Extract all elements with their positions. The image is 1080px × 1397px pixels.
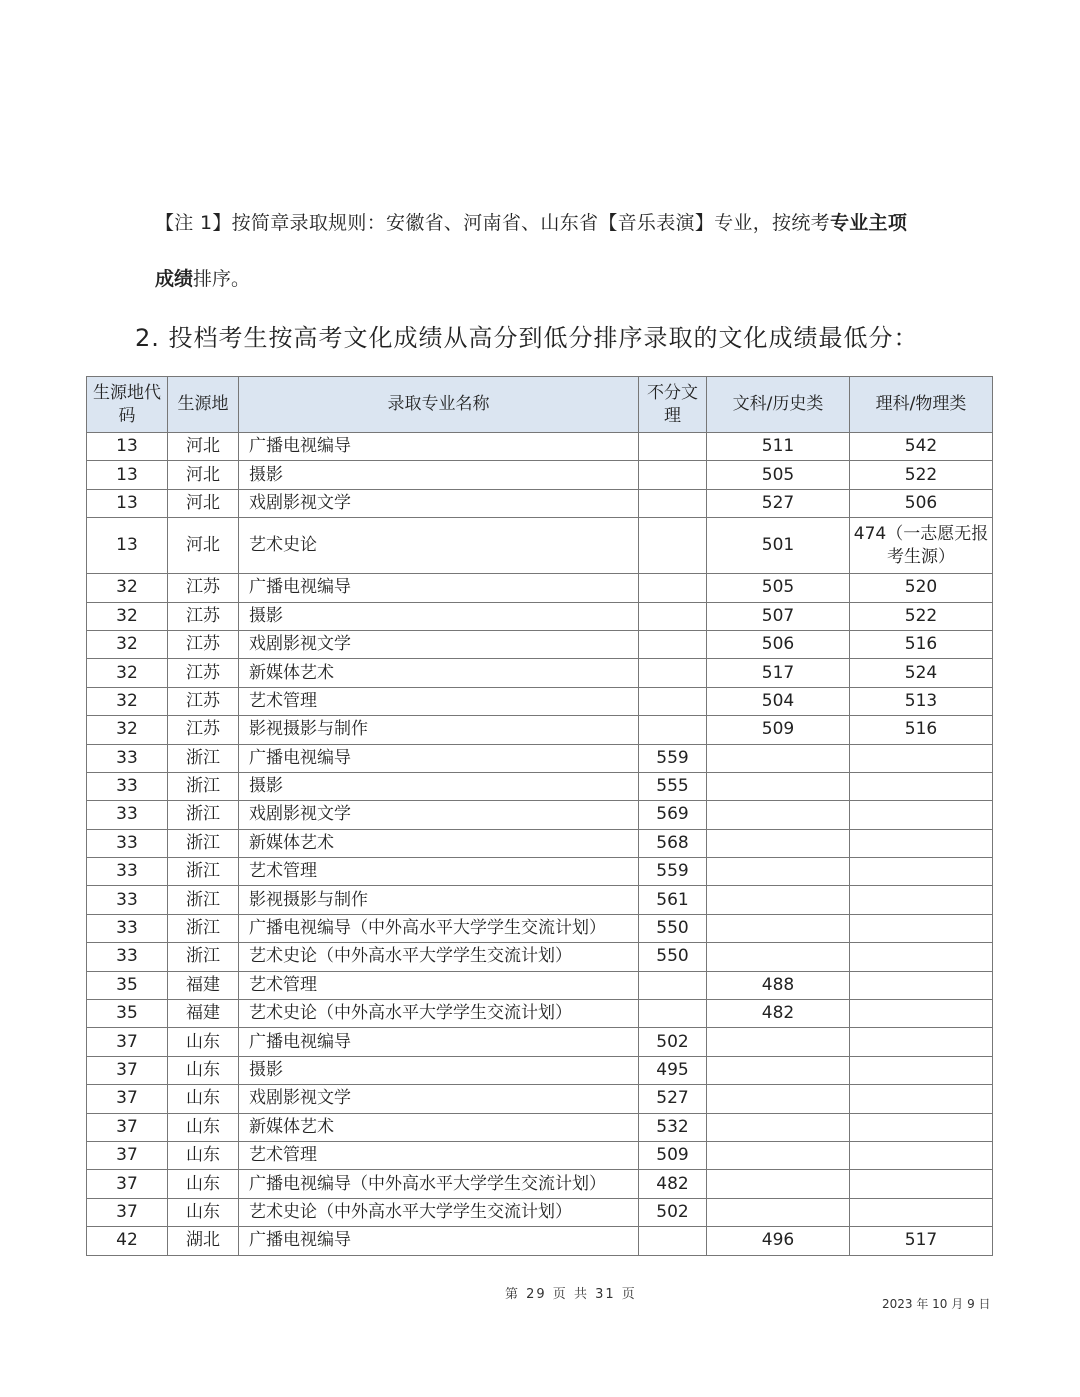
cell-code: 33 (87, 886, 168, 914)
cell-liberal-arts: 488 (707, 971, 850, 999)
cell-science (850, 772, 993, 800)
cell-province: 河北 (168, 518, 239, 574)
cell-major: 艺术史论 (239, 518, 639, 574)
cell-science (850, 1085, 993, 1113)
cell-code: 32 (87, 602, 168, 630)
cell-province: 河北 (168, 489, 239, 517)
cell-code: 33 (87, 829, 168, 857)
cell-liberal-arts (707, 772, 850, 800)
cell-code: 33 (87, 801, 168, 829)
cell-liberal-arts (707, 829, 850, 857)
cell-code: 35 (87, 1000, 168, 1028)
cell-major: 广播电视编导 (239, 1028, 639, 1056)
cell-province: 山东 (168, 1056, 239, 1084)
cell-major: 艺术史论（中外高水平大学学生交流计划） (239, 1000, 639, 1028)
cell-major: 广播电视编导（中外高水平大学学生交流计划） (239, 1170, 639, 1198)
cell-science: 542 (850, 433, 993, 461)
cell-liberal-arts (707, 1028, 850, 1056)
cell-code: 42 (87, 1227, 168, 1255)
section-heading: 2. 投档考生按高考文化成绩从高分到低分排序录取的文化成绩最低分： (135, 324, 919, 352)
cell-code: 37 (87, 1056, 168, 1084)
note-bold: 专业主项 (829, 212, 908, 234)
cell-science (850, 829, 993, 857)
cell-code: 37 (87, 1141, 168, 1169)
cell-province: 浙江 (168, 858, 239, 886)
table-row (87, 772, 993, 800)
cell-undivided (639, 489, 707, 517)
cell-major: 艺术管理 (239, 971, 639, 999)
cell-liberal-arts: 507 (707, 602, 850, 630)
cell-science: 517 (850, 1227, 993, 1255)
cell-code: 32 (87, 659, 168, 687)
note-line-2 (155, 264, 250, 291)
cell-code: 13 (87, 518, 168, 574)
cell-province: 浙江 (168, 744, 239, 772)
header-undivided: 不分文理 (639, 377, 707, 433)
cell-liberal-arts: 505 (707, 574, 850, 602)
cell-code: 33 (87, 744, 168, 772)
cell-code: 33 (87, 914, 168, 942)
table-row (87, 744, 993, 772)
cell-province: 山东 (168, 1085, 239, 1113)
cell-undivided (639, 687, 707, 715)
cell-liberal-arts (707, 1198, 850, 1226)
cell-major: 戏剧影视文学 (239, 1085, 639, 1113)
cell-code: 33 (87, 943, 168, 971)
score-table (86, 376, 993, 1256)
table-row (87, 518, 993, 574)
cell-undivided: 550 (639, 943, 707, 971)
cell-code: 33 (87, 772, 168, 800)
cell-major: 新媒体艺术 (239, 1113, 639, 1141)
cell-science: 516 (850, 716, 993, 744)
cell-undivided: 527 (639, 1085, 707, 1113)
cell-major: 新媒体艺术 (239, 829, 639, 857)
cell-liberal-arts (707, 1113, 850, 1141)
cell-province: 山东 (168, 1141, 239, 1169)
note-line-1 (155, 208, 907, 235)
cell-science: 520 (850, 574, 993, 602)
footer-date: 2023 年 10 月 9 日 (882, 1297, 991, 1311)
cell-undivided: 561 (639, 886, 707, 914)
cell-province: 江苏 (168, 716, 239, 744)
cell-liberal-arts: 511 (707, 433, 850, 461)
cell-undivided: 559 (639, 744, 707, 772)
cell-liberal-arts (707, 1170, 850, 1198)
table-row (87, 716, 993, 744)
cell-undivided: 495 (639, 1056, 707, 1084)
cell-undivided (639, 518, 707, 574)
cell-undivided (639, 461, 707, 489)
cell-science (850, 886, 993, 914)
table-row (87, 914, 993, 942)
cell-major: 艺术史论（中外高水平大学学生交流计划） (239, 1198, 639, 1226)
cell-liberal-arts: 504 (707, 687, 850, 715)
cell-undivided (639, 1000, 707, 1028)
table-row (87, 630, 993, 658)
cell-code: 37 (87, 1085, 168, 1113)
cell-science: 524 (850, 659, 993, 687)
cell-science (850, 1028, 993, 1056)
cell-code: 37 (87, 1113, 168, 1141)
cell-province: 江苏 (168, 687, 239, 715)
cell-code: 32 (87, 574, 168, 602)
cell-major: 新媒体艺术 (239, 659, 639, 687)
cell-undivided: 482 (639, 1170, 707, 1198)
cell-undivided: 532 (639, 1113, 707, 1141)
cell-major: 摄影 (239, 1056, 639, 1084)
table-row (87, 659, 993, 687)
note-bold: 成绩 (155, 268, 194, 290)
cell-major: 广播电视编导 (239, 744, 639, 772)
cell-major: 戏剧影视文学 (239, 630, 639, 658)
cell-code: 37 (87, 1198, 168, 1226)
cell-liberal-arts: 509 (707, 716, 850, 744)
cell-province: 浙江 (168, 914, 239, 942)
cell-major: 摄影 (239, 461, 639, 489)
cell-science (850, 1170, 993, 1198)
cell-major: 广播电视编导 (239, 433, 639, 461)
cell-major: 影视摄影与制作 (239, 716, 639, 744)
cell-science: 474（一志愿无报考生源） (850, 518, 993, 574)
table-row (87, 886, 993, 914)
cell-undivided (639, 659, 707, 687)
cell-code: 13 (87, 489, 168, 517)
cell-liberal-arts: 517 (707, 659, 850, 687)
cell-science (850, 1141, 993, 1169)
cell-undivided: 550 (639, 914, 707, 942)
header-major: 录取专业名称 (239, 377, 639, 433)
cell-province: 山东 (168, 1198, 239, 1226)
cell-province: 河北 (168, 461, 239, 489)
cell-province: 福建 (168, 971, 239, 999)
note-text: 【注 1】按简章录取规则：安徽省、河南省、山东省【音乐表演】专业，按统考 (155, 212, 830, 234)
cell-undivided: 502 (639, 1028, 707, 1056)
cell-undivided (639, 602, 707, 630)
cell-major: 影视摄影与制作 (239, 886, 639, 914)
cell-province: 江苏 (168, 574, 239, 602)
header-liberal-arts: 文科/历史类 (707, 377, 850, 433)
table-header-row (87, 377, 993, 433)
table-row (87, 1056, 993, 1084)
cell-major: 戏剧影视文学 (239, 489, 639, 517)
cell-liberal-arts (707, 744, 850, 772)
header-science: 理科/物理类 (850, 377, 993, 433)
cell-undivided (639, 716, 707, 744)
table-row (87, 1028, 993, 1056)
cell-province: 江苏 (168, 630, 239, 658)
cell-undivided: 569 (639, 801, 707, 829)
table-row (87, 1085, 993, 1113)
cell-science: 522 (850, 461, 993, 489)
cell-code: 13 (87, 461, 168, 489)
table-row (87, 1113, 993, 1141)
cell-major: 艺术管理 (239, 687, 639, 715)
cell-major: 广播电视编导 (239, 1227, 639, 1255)
cell-liberal-arts (707, 914, 850, 942)
cell-major: 艺术管理 (239, 858, 639, 886)
cell-province: 湖北 (168, 1227, 239, 1255)
cell-science (850, 943, 993, 971)
cell-science: 506 (850, 489, 993, 517)
table-row (87, 1141, 993, 1169)
cell-code: 32 (87, 630, 168, 658)
cell-science (850, 744, 993, 772)
cell-undivided: 509 (639, 1141, 707, 1169)
cell-undivided: 502 (639, 1198, 707, 1226)
cell-major: 广播电视编导 (239, 574, 639, 602)
cell-province: 山东 (168, 1113, 239, 1141)
cell-liberal-arts: 527 (707, 489, 850, 517)
table-row (87, 971, 993, 999)
cell-undivided (639, 1227, 707, 1255)
cell-science (850, 971, 993, 999)
table-row (87, 858, 993, 886)
cell-province: 浙江 (168, 943, 239, 971)
cell-liberal-arts (707, 1056, 850, 1084)
cell-science (850, 801, 993, 829)
cell-code: 37 (87, 1028, 168, 1056)
cell-code: 37 (87, 1170, 168, 1198)
cell-liberal-arts (707, 943, 850, 971)
cell-liberal-arts: 496 (707, 1227, 850, 1255)
cell-liberal-arts: 482 (707, 1000, 850, 1028)
cell-undivided: 559 (639, 858, 707, 886)
cell-code: 13 (87, 433, 168, 461)
cell-liberal-arts (707, 1085, 850, 1113)
cell-code: 32 (87, 716, 168, 744)
cell-province: 浙江 (168, 801, 239, 829)
table-row (87, 433, 993, 461)
cell-liberal-arts (707, 1141, 850, 1169)
note-text: 排序。 (193, 268, 251, 290)
table-row (87, 574, 993, 602)
table-row (87, 1000, 993, 1028)
table-row (87, 1170, 993, 1198)
cell-province: 福建 (168, 1000, 239, 1028)
cell-major: 摄影 (239, 602, 639, 630)
cell-major: 广播电视编导（中外高水平大学学生交流计划） (239, 914, 639, 942)
table-row (87, 801, 993, 829)
cell-liberal-arts: 501 (707, 518, 850, 574)
cell-science (850, 1056, 993, 1084)
cell-science (850, 1000, 993, 1028)
table-row (87, 1227, 993, 1255)
cell-undivided (639, 630, 707, 658)
cell-science: 513 (850, 687, 993, 715)
cell-major: 摄影 (239, 772, 639, 800)
cell-science: 522 (850, 602, 993, 630)
table-row (87, 489, 993, 517)
cell-undivided (639, 433, 707, 461)
header-province: 生源地 (168, 377, 239, 433)
cell-major: 艺术史论（中外高水平大学学生交流计划） (239, 943, 639, 971)
table-row (87, 1198, 993, 1226)
cell-major: 戏剧影视文学 (239, 801, 639, 829)
cell-code: 32 (87, 687, 168, 715)
cell-province: 浙江 (168, 829, 239, 857)
cell-undivided (639, 574, 707, 602)
cell-province: 浙江 (168, 886, 239, 914)
cell-province: 江苏 (168, 659, 239, 687)
cell-code: 33 (87, 858, 168, 886)
cell-code: 35 (87, 971, 168, 999)
cell-province: 山东 (168, 1028, 239, 1056)
cell-major: 艺术管理 (239, 1141, 639, 1169)
cell-liberal-arts: 505 (707, 461, 850, 489)
cell-science (850, 1113, 993, 1141)
cell-science (850, 858, 993, 886)
cell-province: 河北 (168, 433, 239, 461)
cell-science (850, 1198, 993, 1226)
cell-undivided (639, 971, 707, 999)
cell-liberal-arts: 506 (707, 630, 850, 658)
table-row (87, 829, 993, 857)
cell-undivided: 568 (639, 829, 707, 857)
cell-science: 516 (850, 630, 993, 658)
header-code: 生源地代码 (87, 377, 168, 433)
page-number: 第 29 页 共 31 页 (505, 1287, 637, 1302)
table-row (87, 602, 993, 630)
cell-province: 山东 (168, 1170, 239, 1198)
cell-liberal-arts (707, 801, 850, 829)
table-row (87, 943, 993, 971)
table-row (87, 687, 993, 715)
cell-liberal-arts (707, 886, 850, 914)
cell-undivided: 555 (639, 772, 707, 800)
table-row (87, 461, 993, 489)
cell-liberal-arts (707, 858, 850, 886)
cell-province: 江苏 (168, 602, 239, 630)
cell-province: 浙江 (168, 772, 239, 800)
cell-science (850, 914, 993, 942)
